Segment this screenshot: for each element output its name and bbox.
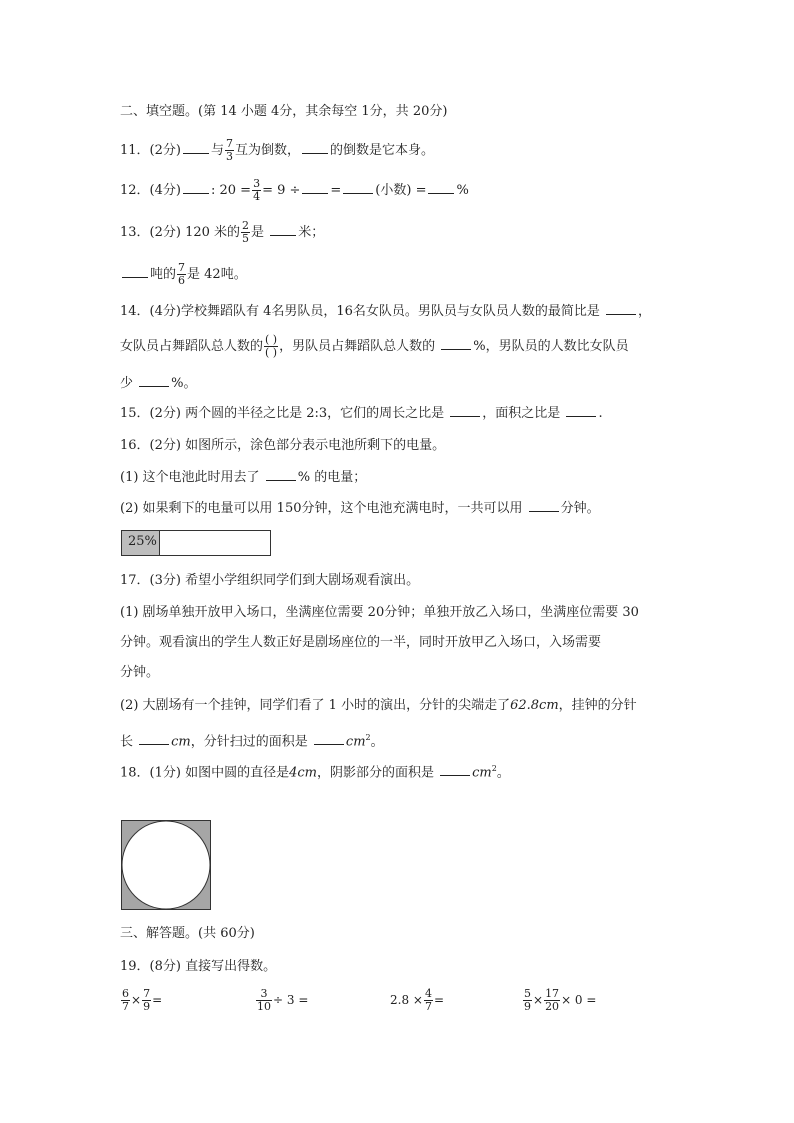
- question-13-line-2: [120, 262, 247, 287]
- question-14-line-2: [120, 334, 629, 359]
- q12-blank-3: [343, 181, 373, 194]
- calc2-f1-den: 10: [257, 1000, 271, 1013]
- calc4-op2: × 0 =: [561, 993, 597, 1007]
- q12-frac-num: 3: [253, 177, 261, 190]
- calc2-f1-num: 3: [256, 988, 272, 1001]
- battery-figure: [121, 530, 271, 556]
- calc3-f1-num: 4: [424, 987, 432, 1000]
- q18-blank-1: [440, 763, 470, 776]
- q15-blank-1: [450, 404, 480, 417]
- calc3-f1-den: 7: [424, 1000, 432, 1013]
- inscribed-circle: [122, 821, 210, 909]
- question-17-sub-1-line-2: 分钟。观看演出的学生人数正好是剧场座位的一半，同时开放甲乙入场口，入场需要: [120, 635, 602, 650]
- q14-text-e: %。: [171, 376, 197, 391]
- q13-frac1-den: 5: [242, 232, 250, 245]
- q17-sub2-text-e: 。: [370, 734, 384, 750]
- q12-head: 12．(4分): [120, 183, 181, 198]
- q16-blank-2: [529, 499, 559, 512]
- q11-text-b: 互为倒数，: [234, 143, 300, 158]
- q12-text-c: =: [330, 183, 342, 198]
- q16-sub2-text-a: (2) 如果剩下的电量可以用 150分钟，这个电池充满电时，一共可以用: [120, 501, 523, 516]
- calc1-frac-1: [121, 988, 130, 1013]
- q18-text-c: 。: [496, 765, 510, 781]
- q16-sub1-text-a: (1) 这个电池此时用去了: [120, 470, 260, 485]
- q12-text-a: : 20 =: [210, 183, 252, 198]
- q13-head: 13．(2分) 120 米的: [120, 225, 241, 240]
- calc4-f1-num: 5: [524, 987, 531, 1000]
- q17-unit-1: cm: [171, 734, 191, 750]
- q12-text-d: (小数) =: [375, 183, 427, 198]
- calc4-f2-num: 17: [545, 987, 560, 1000]
- q14-text-a: 女队员占舞蹈队总人数的: [120, 339, 264, 354]
- question-17-sub-1: (1) 剧场单独开放甲入场口，坐满座位需要 20分钟；单独开放乙入场口，坐满座位需要 30: [120, 605, 639, 620]
- q13-text-c: 吨的: [150, 267, 177, 282]
- calc1-f1-num: 6: [122, 987, 129, 1000]
- q14-line-1-end: ，: [638, 304, 652, 319]
- q11-text-c: 的倒数是它本身。: [330, 143, 435, 158]
- q17-sub2-text-b: ，挂钟的分针: [558, 698, 637, 713]
- question-11: [120, 138, 434, 163]
- question-16-sub-1: [120, 468, 366, 487]
- section-3-title: 三、解答题。(共 60分): [120, 926, 255, 941]
- calc2-frac-1: [256, 988, 272, 1013]
- calc-item-1: [120, 988, 162, 1013]
- q14-text-b: ，男队员占舞蹈队总人数的: [279, 339, 436, 354]
- calc1-eq: =: [152, 993, 163, 1007]
- q11-frac-num: 7: [225, 137, 233, 150]
- q11-frac-den: 3: [225, 150, 233, 163]
- calc4-frac-2: [544, 988, 560, 1013]
- question-17: 17．(3分) 希望小学组织同学们到大剧场观看演出。: [120, 573, 420, 588]
- question-18: [120, 760, 510, 782]
- q12-blank-2: [302, 181, 328, 194]
- q14-fraction: [264, 334, 278, 359]
- q18-text-a: 18．(1分) 如图中圆的直径是: [120, 765, 290, 781]
- calc1-f1-den: 7: [122, 1000, 129, 1013]
- q15-text-c: .: [598, 406, 603, 421]
- q14-line-1: 14．(4分)学校舞蹈队有 4名男队员，16名女队员。男队员与女队员人数的最简比是: [120, 304, 600, 319]
- q15-blank-2: [566, 404, 596, 417]
- q17-sub2-text-d: ，分针扫过的面积是: [190, 734, 308, 750]
- question-17-sub-2: [120, 697, 637, 715]
- q13-fraction-2: [177, 262, 186, 287]
- calc1-f2-den: 9: [143, 1000, 151, 1013]
- question-17-sub-1-line-3: 分钟。: [120, 665, 160, 680]
- q16-sub2-text-b: 分钟。: [560, 501, 600, 516]
- q18-unit-exponent: 2: [491, 764, 497, 773]
- question-17-sub-2-line-2: [120, 729, 384, 751]
- q13-fraction-1: [241, 220, 250, 245]
- q12-blank-1: [183, 181, 209, 194]
- q11-blank-2: [302, 141, 328, 154]
- q13-text-a: 是: [251, 225, 265, 240]
- q14-text-c: %，男队员的人数比女队员: [473, 339, 629, 354]
- q13-frac2-num: 7: [178, 261, 186, 274]
- q13-blank-1: [270, 223, 296, 236]
- q14-frac-num: ( ): [265, 333, 278, 346]
- calc1-f2-num: 7: [143, 987, 151, 1000]
- q12-text-e: %: [456, 183, 469, 198]
- calc-item-4: [522, 988, 596, 1013]
- q16-sub1-text-b: % 的电量；: [297, 470, 367, 485]
- q14-text-d: 少: [120, 376, 134, 391]
- q11-blank-1: [183, 141, 209, 154]
- q17-unit-2: cm: [345, 734, 366, 750]
- calc1-frac-2: [142, 988, 151, 1013]
- q17-length-value: 62.8cm: [510, 698, 559, 713]
- section-2-title: 二、填空题。(第 14 小题 4分，其余每空 1分，共 20分): [120, 104, 448, 119]
- q12-blank-4: [428, 181, 454, 194]
- q13-frac1-num: 2: [242, 219, 250, 232]
- circle-in-square-figure: [121, 820, 211, 910]
- q12-fraction: [252, 178, 261, 203]
- q12-frac-den: 4: [253, 190, 261, 203]
- q18-diameter: 4cm: [289, 765, 317, 781]
- calc3-eq: =: [433, 993, 445, 1007]
- question-14-line-3: [120, 374, 197, 393]
- calc4-f2-den: 20: [545, 1000, 560, 1013]
- calc-item-3: [390, 988, 444, 1013]
- question-15: [120, 404, 603, 423]
- q14-blank-3: [139, 374, 169, 387]
- q13-blank-2: [122, 265, 148, 278]
- calc1-op: ×: [131, 993, 142, 1007]
- q14-blank-2: [441, 337, 471, 350]
- calc-item-2: [255, 988, 308, 1013]
- q15-text-b: ，面积之比是: [482, 406, 561, 421]
- q15-text-a: 15．(2分) 两个圆的半径之比是 2:3，它们的周长之比是: [120, 406, 445, 421]
- q14-frac-den: ( ): [265, 346, 278, 359]
- calc3-frac-1: [424, 988, 433, 1013]
- battery-label: 25%: [128, 534, 157, 549]
- q13-text-b: 米；: [298, 225, 325, 240]
- calc4-frac-1: [523, 988, 532, 1013]
- q16-blank-1: [266, 468, 296, 481]
- question-16: 16．(2分) 如图所示，涂色部分表示电池所剩下的电量。: [120, 438, 446, 453]
- q17-blank-2: [314, 732, 344, 745]
- question-12: [120, 178, 469, 203]
- calc2-op: ÷ 3 =: [273, 993, 309, 1007]
- question-13: [120, 220, 324, 245]
- q17-sub2-text-c: 长: [120, 734, 134, 750]
- calc4-op: ×: [533, 993, 544, 1007]
- q17-unit-2-exponent: 2: [365, 733, 371, 742]
- q17-blank-1: [139, 732, 169, 745]
- q11-text-a: 与: [210, 143, 224, 158]
- calc3-text: 2.8 ×: [390, 993, 423, 1007]
- question-19: 19．(8分) 直接写出得数。: [120, 959, 277, 974]
- q18-text-b: ，阴影部分的面积是: [316, 765, 434, 781]
- q17-sub2-text-a: (2) 大剧场有一个挂钟，同学们看了 1 小时的演出，分针的尖端走了: [120, 698, 511, 713]
- q12-text-b: = 9 ÷: [262, 183, 301, 198]
- question-16-sub-2: [120, 499, 600, 518]
- calc4-f1-den: 9: [524, 1000, 531, 1013]
- q13-frac2-den: 6: [178, 274, 186, 287]
- q11-head: 11．(2分): [120, 143, 181, 158]
- q11-fraction: [225, 138, 234, 163]
- q18-unit: cm: [472, 765, 492, 781]
- q13-text-d: 是 42吨。: [187, 267, 247, 282]
- question-14: [120, 302, 651, 321]
- q14-blank-1: [606, 302, 636, 315]
